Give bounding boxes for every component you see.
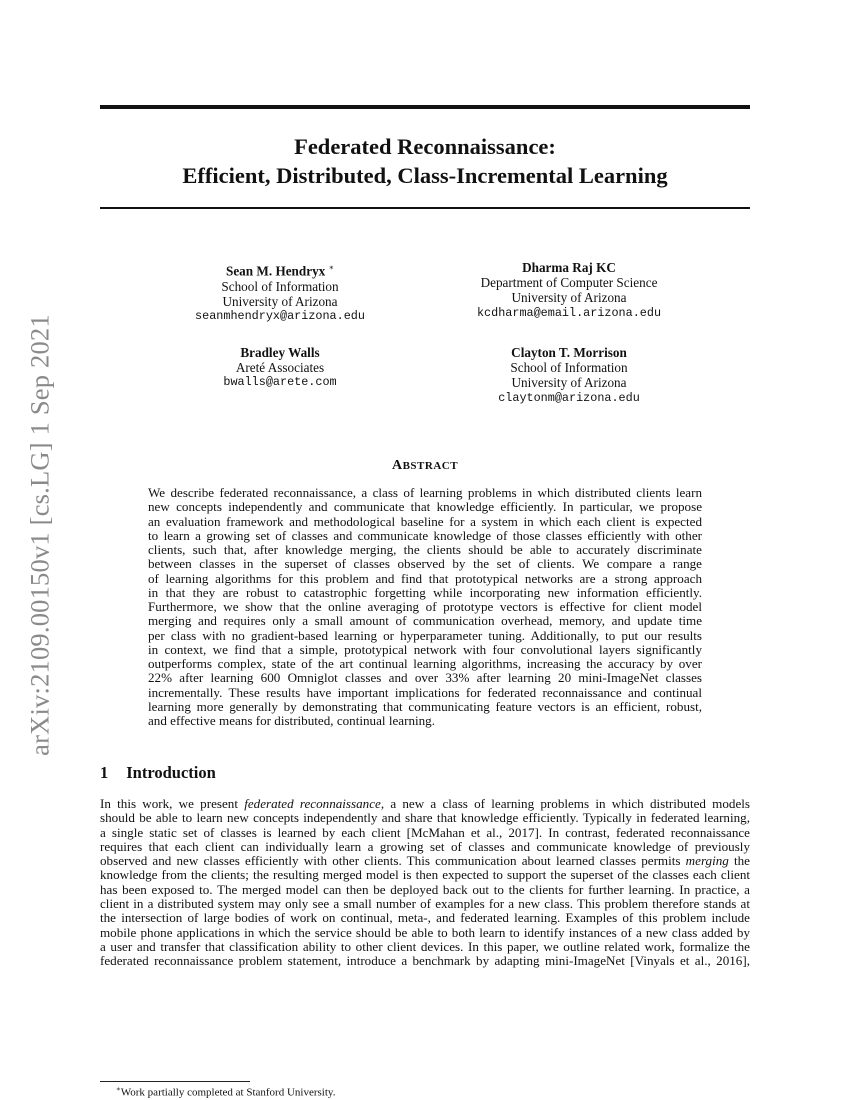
author-email[interactable]: kcdharma@email.arizona.edu [476, 305, 662, 320]
abstract-line: learning more generally by demonstrating that communicating feature vectors is an efficient, robust, [148, 698, 702, 714]
text-run: federated reconnaissance problem statement, introduce a benchmark by adapting mini-ImageNet [Vinyals et al., 2016], [100, 954, 750, 969]
footnote-text: Work partially completed at Stanford University. [120, 1086, 336, 1099]
title-rule-bottom [100, 207, 750, 209]
abstract-line: an evaluation framework and methodological baseline for a system in which each client is expected [148, 513, 702, 529]
introduction-line [100, 811, 750, 825]
author-affiliation: School of Information [510, 360, 628, 376]
abstract-line: outperforms complex, state of the art continual learning algorithms, increasing the accuracy by over [148, 656, 702, 671]
text-run: knowledge from the clients; the resulting merged model is then expected to support the superset of the classes each client [100, 868, 750, 883]
text-run: , a new a class of learning problems in which distributed models [380, 797, 750, 811]
author-block [130, 345, 430, 391]
text-run: client in a distributed system may only see a small number of examples for a new class. This problem therefore stands at [100, 897, 750, 912]
author-email[interactable]: claytonm@arizona.edu [498, 390, 640, 405]
footnote-rule [100, 1081, 250, 1082]
abstract-heading [100, 458, 750, 474]
author-affiliation: Department of Computer Science [480, 275, 658, 291]
abstract-line: in context, we find that a simple, prototypical network with four convolutional layers significantly [148, 641, 702, 657]
text-run: should be able to learn new concepts independently and share that knowledge efficiently. Typically in federated learning, [100, 811, 750, 826]
footnote-mark: ∗ [328, 263, 334, 272]
title-rule-top [100, 105, 750, 109]
text-run: a user and transfer that classification ability to other client devices. In this paper, we outline related work, formalize the [100, 939, 750, 954]
text-run: the [728, 854, 750, 869]
text-run: the intersection of large bodies of work on continual, meta-, and federated learning. Examples of this problem include [100, 911, 750, 926]
abstract-line: of learning algorithms for this problem and find that prototypical networks are a strong approach [148, 570, 702, 586]
paper-title [100, 132, 750, 190]
abstract-heading-initial: A [391, 458, 403, 473]
introduction-line [100, 826, 750, 840]
author-name: Bradley Walls [240, 345, 320, 360]
introduction-line [100, 840, 750, 854]
introduction-line [100, 854, 750, 868]
author-affiliation: University of Arizona [511, 290, 627, 306]
author-block [419, 260, 719, 321]
author-block [419, 345, 719, 406]
introduction-line [100, 954, 750, 968]
text-run: requires that each client can individually learn a growing set of classes and communicate knowledge of previously [100, 839, 750, 854]
section-number: 1 [100, 763, 109, 782]
arxiv-stamp: arXiv:2109.00150v1 [cs.LG] 1 Sep 2021 [24, 314, 55, 756]
abstract-line: clients, such that, after knowledge merging, the clients should be able to accurately discriminate [148, 542, 702, 557]
author-email[interactable]: bwalls@arete.com [223, 375, 337, 390]
introduction-line [100, 883, 750, 897]
introduction-line [100, 797, 750, 811]
title-line-1: Federated Reconnaissance: [294, 134, 556, 159]
abstract-line: Furthermore, we show that the online averaging of prototype vectors is effective for client model [148, 599, 702, 614]
abstract-line: between classes in the superset of classes observed by the set of clients. We compare a range [148, 556, 702, 572]
title-line-2: Efficient, Distributed, Class-Incremental Learning [182, 163, 668, 188]
introduction-body [100, 797, 750, 969]
abstract-line: incrementally. These results have important implications for federated reconnaissance and continual [148, 684, 702, 700]
introduction-line [100, 897, 750, 911]
author-email[interactable]: seanmhendryx@arizona.edu [195, 309, 365, 323]
author-affiliation: School of Information [221, 278, 339, 294]
section-title: Introduction [126, 763, 216, 782]
text-run: mobile phone applications in which the service should be able to both learn to identify instances of a new class added by [100, 925, 750, 940]
section-heading-introduction [100, 763, 216, 783]
author-affiliation: Areté Associates [235, 360, 325, 376]
author-affiliation: University of Arizona [222, 293, 338, 309]
introduction-line [100, 868, 750, 882]
abstract-heading-rest: BSTRACT [402, 460, 459, 472]
abstract-line: per class with no gradient-based learning or hyperparameter tuning. Additionally, to put our results [148, 627, 702, 643]
footnote [116, 1085, 335, 1099]
text-run: In this work, we present [100, 797, 245, 811]
abstract-line: new concepts independently and communicate that knowledge efficiently. In particular, we propose [148, 499, 702, 515]
abstract-line: and effective means for distributed, continual learning. [148, 713, 435, 728]
author-name: Sean M. Hendryx [225, 263, 326, 279]
text-run: has been exposed to. The merged model can then be deployed back out to the clients for further learning. In practice, a [100, 882, 750, 897]
author-block [130, 260, 430, 324]
abstract-line: to learn a growing set of classes and communicate knowledge of those classes efficiently with other [148, 527, 702, 543]
emphasized-term: federated reconnaissance [244, 797, 381, 811]
abstract-line: in that they are robust to catastrophic forgetting while incorporating new information efficiently. [148, 584, 702, 600]
abstract-line: We describe federated reconnaissance, a class of learning problems in which distributed clients learn [148, 485, 702, 500]
text-run: observed and new classes efficiently with other clients. This communication about learned classes permits [100, 854, 686, 869]
abstract-line: merging and requires only a small amount of communication overhead, memory, and update time [148, 613, 702, 629]
author-name: Clayton T. Morrison [511, 345, 627, 360]
abstract-body [148, 486, 702, 728]
text-run: a single static set of classes is learned by each client [McMahan et al., 2017]. In contrast, federated reconnaissance [100, 825, 750, 840]
author-affiliation: University of Arizona [511, 375, 627, 391]
emphasized-term: merging [685, 854, 729, 869]
introduction-line [100, 911, 750, 925]
introduction-line [100, 926, 750, 940]
author-name: Dharma Raj KC [522, 260, 616, 275]
abstract-line: 22% after learning 600 Omniglot classes and over 33% after learning 20 mini-ImageNet classes [148, 670, 702, 686]
footnote-mark: ∗ [116, 1085, 121, 1093]
introduction-line [100, 940, 750, 954]
